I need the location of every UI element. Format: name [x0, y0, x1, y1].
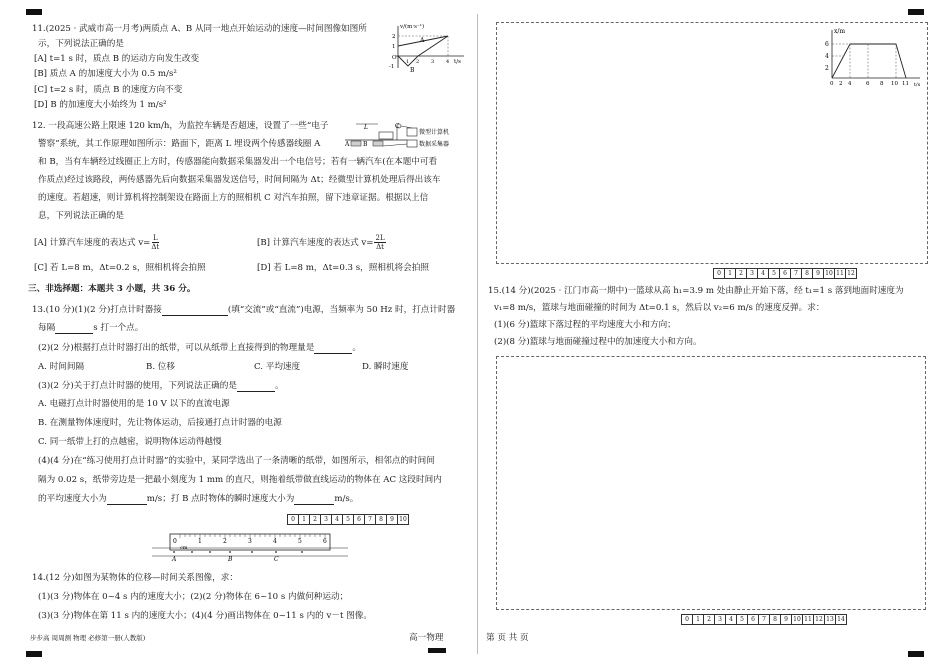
q11-graph-label-a: A — [420, 37, 425, 44]
q13-line1-a: 13.(10 分)(1)(2 分)打点计时器接 — [32, 305, 162, 315]
q12-line3: 和 B，当有车辆经过线圈正上方时，传感器能向数据采集器发出一个电信号；若有一辆汽车(在本题中可看 — [38, 157, 438, 167]
q13-blank-part3[interactable] — [237, 391, 275, 392]
q13-tape-point-a: A — [172, 556, 177, 562]
q13-part4-l3a: 的平均速度大小为 — [38, 494, 107, 504]
q13-ruler-figure — [152, 532, 348, 562]
q13-score-cell[interactable]: 7 — [365, 515, 376, 524]
q11-vt-graph — [388, 22, 468, 74]
q13-ruler-tick-1: 1 — [198, 538, 202, 545]
corner-mark-br — [908, 651, 924, 657]
q14-score-cell[interactable]: 8 — [802, 269, 813, 278]
q15-score-cell[interactable]: 1 — [693, 615, 704, 624]
q11-stem-line1: 11.(2025 · 武威市高一月考)两质点 A、B 从同一地点开始运动的速度—时间图像如图所 — [32, 24, 367, 34]
q13-ruler-tick-5: 5 — [298, 538, 302, 545]
column-divider — [477, 14, 478, 654]
q14-score-cell[interactable]: 10 — [824, 269, 835, 278]
q14-graph-ytick-4: 4 — [825, 53, 829, 60]
q13-tape-point-b: B — [228, 556, 233, 562]
q13-part2-option-b: B. 位移 — [146, 362, 175, 372]
q13-part3-option-c: C. 同一纸带上打的点越密，说明物体运动得越慢 — [38, 437, 222, 447]
q13-ruler-tick-3: 3 — [248, 538, 252, 545]
q14-score-cell[interactable]: 11 — [835, 269, 846, 278]
q12-fig-label-c: C — [395, 123, 400, 130]
q15-score-cell[interactable]: 8 — [770, 615, 781, 624]
q15-score-cell[interactable]: 12 — [814, 615, 825, 624]
q14-line2: (1)(3 分)物体在 0~4 s 内的速度大小；(2)(2 分)物体在 6~10 s 内做何种运动； — [38, 592, 349, 602]
q13-part3-option-a: A. 电磁打点计时器使用的是 10 V 以下的直流电源 — [38, 399, 230, 409]
q12-fig-computer: 微型计算机 — [419, 129, 450, 136]
q13-part4-line3 — [38, 494, 358, 505]
q11-option-d: [D] B 的加速度大小始终为 1 m/s² — [34, 100, 167, 110]
q12-fig-label-a: A — [345, 141, 350, 148]
q14-score-cell[interactable]: 12 — [847, 270, 855, 277]
q13-tape-point-c: C — [274, 556, 279, 562]
q13-score-cell[interactable]: 5 — [343, 515, 354, 524]
q11-graph-ytick-1: 1 — [392, 44, 396, 50]
q13-part3-option-b: B. 在测量物体速度时，先让物体运动，后接通打点计时器的电源 — [38, 418, 282, 428]
q15-score-cell[interactable]: 2 — [704, 615, 715, 624]
q13-part3-text: (3)(2 分)关于打点计时器的使用，下列说法正确的是 — [38, 381, 237, 391]
q11-graph-xtick-4: 4 — [446, 59, 450, 65]
q15-score-cell[interactable]: 10 — [792, 615, 803, 624]
q14-line1: 14.(12 分)如图为某物体的位移—时间关系图像，求： — [32, 573, 238, 583]
q11-stem-line2: 示，下列说法正确的是 — [38, 39, 124, 49]
q13-score-cell[interactable]: 3 — [321, 515, 332, 524]
corner-mark-bl — [26, 651, 42, 657]
q13-part3 — [38, 381, 284, 392]
q12-fig-collector: 数据采集器 — [419, 141, 450, 148]
q14-graph-xtick-2: 2 — [839, 81, 843, 87]
q11-graph-xlabel: t/s — [454, 59, 461, 65]
q14-xt-graph — [820, 26, 924, 88]
q15-score-cell[interactable]: 7 — [759, 615, 770, 624]
q15-score-cell[interactable]: 5 — [737, 615, 748, 624]
q14-score-cell[interactable]: 3 — [747, 269, 758, 278]
q13-score-cell[interactable]: 0 — [288, 515, 299, 524]
q14-score-cell[interactable]: 7 — [791, 269, 802, 278]
q15-score-cell[interactable]: 4 — [726, 615, 737, 624]
q11-option-c: [C] t=2 s 时，质点 B 的速度方向不变 — [34, 85, 183, 95]
q11-graph-xtick-3: 3 — [431, 59, 435, 65]
q11-graph-ytick-2: 2 — [392, 34, 396, 40]
q12-option-b-fraction — [374, 234, 385, 251]
q13-blank-inst-speed[interactable] — [294, 504, 334, 505]
q13-part2-option-d: D. 瞬时速度 — [362, 362, 409, 372]
q13-score-cell[interactable]: 1 — [299, 515, 310, 524]
q13-ruler-tick-4: 4 — [273, 538, 277, 545]
q14-score-cell[interactable]: 5 — [769, 269, 780, 278]
q14-graph-xtick-6: 6 — [866, 81, 870, 87]
corner-mark-tr — [908, 9, 924, 15]
q12-option-c: [C] 若 L=8 m，Δt=0.2 s，照相机将会拍照 — [34, 263, 206, 273]
q12-sensor-figure — [343, 120, 467, 154]
q14-score-bar — [713, 268, 857, 279]
q12-option-a-fraction — [151, 234, 159, 251]
q12-fig-label-b: B — [363, 141, 368, 148]
q14-graph-xtick-8: 8 — [880, 81, 884, 87]
q13-tape-dots — [173, 551, 303, 553]
q14-score-cell[interactable]: 9 — [813, 269, 824, 278]
q14-score-cell[interactable]: 2 — [736, 269, 747, 278]
q15-score-cell[interactable]: 0 — [682, 615, 693, 624]
q12-option-b-den: Δt — [376, 243, 384, 251]
q15-answer-box[interactable] — [496, 356, 926, 610]
q13-score-cell[interactable]: 6 — [354, 515, 365, 524]
q12-fig-label-l: L — [364, 124, 368, 131]
q13-line2 — [38, 323, 143, 334]
q13-score-cell[interactable]: 2 — [310, 515, 321, 524]
q15-score-cell[interactable]: 9 — [781, 615, 792, 624]
q13-part4-line2: 隔为 0.02 s，纸带旁边是一把最小刻度为 1 mm 的直尺，则拖着纸带做直线运动的物体在 AC 这段时间内 — [38, 475, 442, 485]
q12-option-d: [D] 若 L=8 m，Δt=0.3 s，照相机将会拍照 — [257, 263, 429, 273]
corner-mark-tl — [26, 9, 42, 15]
q14-graph-ytick-6: 6 — [825, 41, 829, 48]
q13-part4-line1: (4)(4 分)在“练习使用打点计时器”的实验中，某同学选出了一条清晰的纸带，如图所示，相邻点的时间间 — [38, 456, 435, 466]
q12-line5: 的速度。若超速，则计算机将控制架设在路面上方的照相机 C 对汽车拍照，留下违章证据。根据以上信 — [38, 193, 429, 203]
footer-center: 高一物理 — [409, 633, 444, 643]
q13-part4-l3b: m/s；打 B 点时物体的瞬时速度大小为 — [146, 494, 295, 504]
q13-line2-b: s 打一个点。 — [93, 323, 144, 333]
q11-option-a: [A] t=1 s 时，质点 B 的运动方向发生改变 — [34, 54, 200, 64]
section-3-heading: 三、非选择题：本题共 3 小题，共 36 分。 — [28, 284, 196, 294]
q13-part4-l3c: m/s。 — [334, 494, 359, 504]
q12-option-a-num: L — [152, 234, 158, 242]
q14-graph-xtick-10: 10 — [891, 81, 898, 87]
q12-line4: 作质点)经过该路段，两传感器先后向数据采集器发送信号，时间间隔为 Δt；经微型计算机处理后得出该车 — [38, 175, 441, 185]
q14-score-cell[interactable]: 1 — [725, 269, 736, 278]
q14-score-cell[interactable]: 0 — [714, 269, 725, 278]
q13-ruler-tick-0: 0 — [173, 538, 177, 545]
q14-line3: (3)(3 分)物体在第 11 s 内的速度大小；(4)(4 分)画出物体在 0~11 s 内的 v－t 图像。 — [38, 611, 372, 621]
q12-line2: 警察”系统，其工作原理如图所示：路面下，距离 L 埋设两个传感器线圈 A — [38, 139, 321, 149]
q13-blank-interval[interactable] — [55, 333, 93, 334]
q11-graph-ytick-neg1: -1 — [389, 64, 395, 70]
q11-graph-label-b: B — [410, 67, 415, 74]
q13-part2-option-a: A. 时间间隔 — [38, 362, 85, 372]
q11-graph-origin: O — [392, 55, 397, 61]
q15-score-cell[interactable]: 14 — [837, 616, 845, 623]
q13-part2-text: (2)(2 分)根据打点计时器打出的纸带，可以从纸带上直接得到的物理量是 — [38, 343, 315, 353]
q13-part2-option-c: C. 平均速度 — [254, 362, 301, 372]
q13-score-bar — [287, 514, 409, 525]
q13-line1-b: (填“交流”或“直流”)电源，当频率为 50 Hz 时，打点计时器 — [227, 305, 456, 315]
q12-option-a-text: [A] 计算汽车速度的表达式 v= — [34, 238, 151, 248]
q13-blank-power[interactable] — [162, 315, 228, 316]
q12-option-a — [34, 234, 160, 252]
q13-ruler-tick-2: 2 — [223, 538, 227, 545]
q14-graph-xlabel: t/s — [914, 82, 921, 88]
q13-line1 — [32, 305, 455, 316]
q13-ruler-tick-6: 6 — [323, 538, 327, 545]
q14-graph-ylabel: x/m — [834, 28, 846, 35]
q14-graph-xtick-4: 4 — [848, 81, 852, 87]
q13-score-cell[interactable]: 4 — [332, 515, 343, 524]
q11-graph-ylabel: v/(m·s⁻¹) — [400, 24, 425, 30]
q15-line1: 15.(14 分)(2025 · 江门市高一期中)一篮球从高 h₁=3.9 m 处由静止开始下落，经 t₁=1 s 落到地面时速度为 — [488, 286, 904, 296]
q14-graph-xtick-11: 11 — [902, 81, 909, 87]
q13-part2-end: 。 — [352, 343, 361, 353]
q11-graph-xtick-2: 2 — [416, 59, 420, 65]
q15-score-cell[interactable]: 3 — [715, 615, 726, 624]
q12-option-b-num: 2L — [375, 234, 385, 242]
q13-blank-part2[interactable] — [314, 353, 352, 354]
q12-option-b — [257, 234, 387, 252]
q13-score-cell[interactable]: 9 — [387, 515, 398, 524]
q13-blank-avg-speed[interactable] — [107, 504, 147, 505]
q15-line4: (2)(8 分)篮球与地面碰撞过程中的加速度大小和方向。 — [494, 337, 702, 347]
q15-score-cell[interactable]: 13 — [825, 615, 836, 624]
q15-score-cell[interactable]: 6 — [748, 615, 759, 624]
q12-line6: 息，下列说法正确的是 — [38, 211, 124, 221]
footer-center-mark — [428, 648, 446, 653]
q15-line3: (1)(6 分)篮球下落过程的平均速度大小和方向； — [494, 320, 676, 330]
q13-part2 — [38, 343, 361, 354]
q12-line1: 12. 一段高速公路上限速 120 km/h，为监控车辆是否超速，设置了一些“电子 — [32, 121, 329, 131]
q12-option-b-text: [B] 计算汽车速度的表达式 v= — [257, 238, 374, 248]
footer-left: 步步高 周周测 物理 必修第一册(人教版) — [30, 634, 146, 642]
q14-score-cell[interactable]: 4 — [758, 269, 769, 278]
q14-score-cell[interactable]: 6 — [780, 269, 791, 278]
q13-score-cell[interactable]: 8 — [376, 515, 387, 524]
q14-graph-ytick-2: 2 — [825, 65, 829, 72]
q13-score-cell[interactable]: 10 — [399, 516, 407, 523]
q13-part3-end: 。 — [274, 381, 284, 391]
q15-score-cell[interactable]: 11 — [803, 615, 814, 624]
q12-option-a-den: Δt — [151, 243, 160, 251]
q15-line2: v₁=8 m/s，篮球与地面碰撞的时间为 Δt=0.1 s，然后以 v₂=6 m/s 的速度反弹。求： — [494, 303, 825, 313]
footer-right: 第 页 共 页 — [486, 633, 529, 643]
q11-graph-xtick-1: 1 — [406, 59, 410, 65]
q13-ruler-unit: cm — [180, 545, 188, 551]
q14-graph-xtick-0: 0 — [830, 81, 834, 87]
q15-score-bar — [681, 614, 847, 625]
q13-line2-a: 每隔 — [38, 323, 56, 333]
q11-option-b: [B] 质点 A 的加速度大小为 0.5 m/s² — [34, 69, 177, 79]
